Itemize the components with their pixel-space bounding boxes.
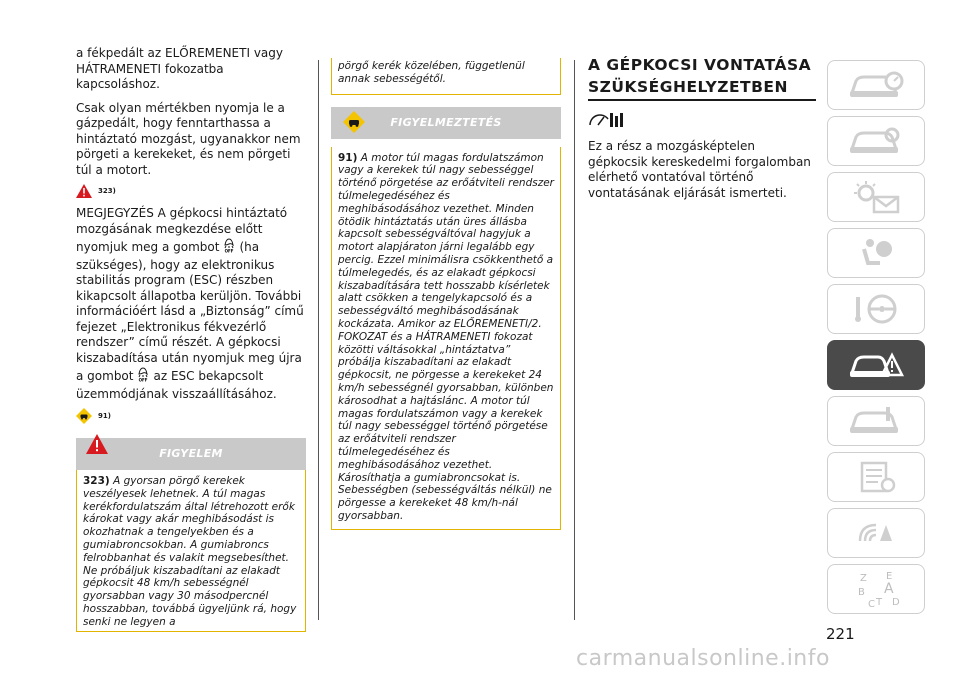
index-icon	[846, 569, 906, 609]
column-separator-1	[318, 60, 319, 620]
note-text-c: az ESC bekapcsolt üzemmódjának visszaállításához.	[76, 368, 277, 401]
svg-text:C: C	[868, 599, 875, 609]
tab-lights[interactable]	[827, 172, 925, 222]
esc-off-button-icon	[223, 237, 235, 258]
section-heading-line2: SZÜKSÉGHELYZETBEN	[588, 78, 788, 96]
airbag-seat-icon	[846, 235, 906, 271]
caution-box-body	[331, 147, 561, 530]
car-service-icon	[846, 403, 906, 439]
svg-text:A: A	[884, 581, 894, 597]
warning-number: 323)	[83, 475, 110, 487]
caution-text: A motor túl magas fordulatszámon vagy a kerekek túl nagy sebességgel történő pörgetése az erőátviteli rendszer túlmelegedéséhez és meghibásodásához vezethet. Minden ötödik hintáztatás után üres állásba kapcsolt sebességváltóval hagyjuk a motort alapjáraton járni legalább egy percig. Ezzel minimálisra csökkenthető a túlmelegedés, és az elakadt gépkocsi kiszabadítására tett hosszabb kísérletek alatt csökken a tengelykapcsoló és a sebességváltó meghibásodásának kockázata. Amikor az ELŐREMENETI/2. FOKOZAT és a HÁTRAMENETI fokozat közötti váltásokkal „hintáztatva” próbálja kiszabadítani az elakadt gépkocsit, ne pörgesse a kerekeket 24 km/h sebességnél gyorsabban, különben károsodhat a hajtáslánc. A motor túl magas fordulatszámon vagy a kerekek túl nagy sebességgel történő pörgetése az erőátviteli rendszer túlmelegedéséhez és meghibásodásához vezethet. Károsíthatja a gumiabroncsokat is. Sebességben (sebességváltás nélkül) ne pörgesse a kerekeket 48 km/h-nál gyorsabban.	[338, 151, 554, 522]
specifications-icon	[846, 459, 906, 495]
multimedia-icon	[846, 515, 906, 551]
warning-box-header	[76, 438, 306, 470]
warning-title: FIGYELEM	[159, 447, 223, 460]
column-separator-2	[574, 60, 575, 620]
paragraph-throttle: Csak olyan mértékben nyomja le a gázpedált, hogy fenntarthassa a hintáztató mozgást, ugyanakkor nem pörgeti a kerekeket, és nem pörgeti túl a motort.	[76, 100, 301, 177]
tab-index[interactable]	[827, 564, 925, 614]
right-column	[588, 54, 818, 201]
paragraph-intro: a fékpedált az ELŐREMENETI vagy HÁTRAMENETI fokozatba kapcsoláshoz.	[76, 46, 283, 91]
watermark: carmanualsonline.info	[576, 646, 830, 671]
tab-service[interactable]	[827, 396, 925, 446]
tab-safety[interactable]	[827, 228, 925, 278]
warning-box-continued	[331, 58, 561, 95]
svg-text:D: D	[892, 597, 900, 608]
caution-title: FIGYELMEZTETÉS	[390, 115, 502, 129]
note-text-a: MEGJEGYZÉS A gépkocsi hintáztató mozgásának megkezdése előtt nyomjuk meg a gombot	[76, 206, 288, 254]
section-heading-line1: A GÉPKOCSI VONTATÁSA	[588, 56, 812, 74]
caution-number: 91)	[338, 151, 358, 164]
svg-text:OFF: OFF	[225, 248, 234, 253]
tab-dashboard[interactable]	[827, 60, 925, 110]
svg-text:E: E	[886, 571, 893, 582]
tab-emergency[interactable]	[827, 340, 925, 390]
car-emergency-icon	[846, 347, 906, 383]
tab-starting-driving[interactable]	[827, 284, 925, 334]
svg-text:T: T	[876, 597, 883, 608]
light-message-icon	[846, 179, 906, 215]
page-number: 221	[826, 625, 855, 643]
caution-box-header	[331, 107, 561, 139]
caution-car-icon	[76, 408, 92, 424]
svg-text:B: B	[858, 587, 865, 598]
note-text-b: (ha szükséges), hogy az elektronikus stabilitás program (ESC) részben kikapcsolt állapotba kerüljön. További információért lásd a „Biztonság” című fejezet „Elektronikus fékvezérlő rendszer” című részét. A gépkocsi kiszabadítása után nyomjuk meg újra a gombot	[76, 239, 304, 383]
section-intro: Ez a rész a mozgásképtelen gépkocsik kereskedelmi forgalomban elérhető vontatóval történő vontatásának eljárását ismerteti.	[588, 139, 811, 200]
left-column	[76, 46, 306, 632]
heading-underline	[588, 99, 816, 101]
reference-number: 323)	[98, 187, 116, 195]
caution-reference-91[interactable]	[76, 408, 306, 424]
esc-off-button-icon-2	[137, 366, 149, 387]
warning-text: A gyorsan pörgő kerekek veszélyesek lehetnek. A túl magas kerékfordulatszám által létrehozott erők károkat vagy akár meghibásodást is okozhatnak a tengelyekben és a gumiabroncsokban. A gumiabroncs felrobbanhat és valakit megsebesíthet. Ne próbáljuk kiszabadítani az elakadt gépkocsit 48 km/h sebességnél gyorsabban vagy 30 másodpercnél hosszabban, továbbá ügyeljünk rá, hogy senki ne legyen a	[83, 475, 297, 628]
steering-key-icon	[846, 291, 906, 327]
tab-car-knowledge[interactable]	[827, 116, 925, 166]
tab-multimedia[interactable]	[827, 508, 925, 558]
middle-column	[331, 58, 561, 530]
chapter-tab-bar	[827, 60, 925, 620]
tab-technical-data[interactable]	[827, 452, 925, 502]
paragraph-note	[76, 206, 306, 402]
warning-box-body	[76, 470, 306, 632]
section-heading	[588, 54, 818, 98]
warning-triangle-icon	[76, 184, 92, 198]
svg-text:Z: Z	[860, 573, 867, 584]
svg-text:OFF: OFF	[139, 377, 148, 382]
car-wrench-icon	[846, 123, 906, 159]
warning-reference-323[interactable]	[76, 184, 306, 198]
car-dashboard-icon	[846, 67, 906, 103]
warning-text-continued: pörgő kerék közelében, függetlenül annak sebességétől.	[338, 60, 525, 85]
reference-number: 91)	[98, 412, 111, 420]
engine-variant-icon	[588, 111, 818, 133]
